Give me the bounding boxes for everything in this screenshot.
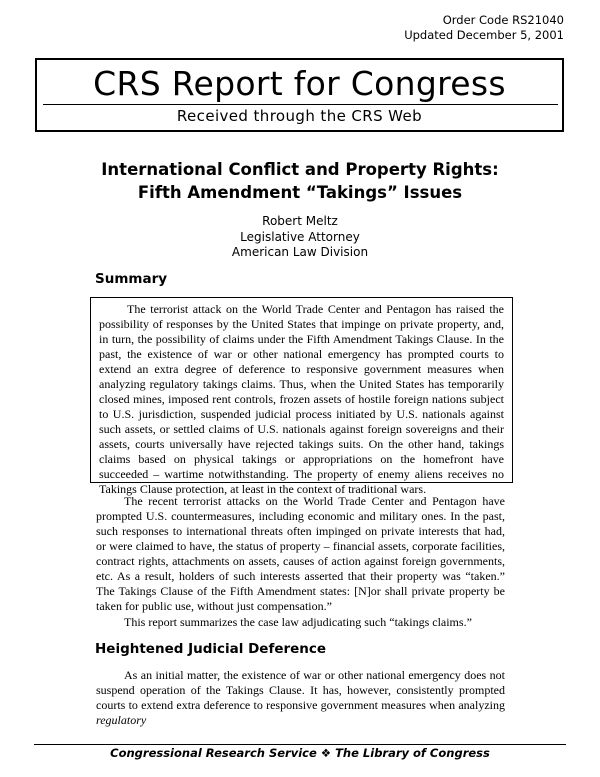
summary-text: The terrorist attack on the World Trade Center and Pentagon has raised the possibility of responses by the United States that impinge on private property, and, in turn, the possibility of claims under the Fifth Amendment Takings Clause. In the past, the existence of war or other national emergency has prompted courts to extend an extra degree of deference to responsive government measures when analyzing regulatory takings claims. Thus, when the United States has temporarily closed mines, imposed rent controls, frozen assets of hostile foreign nations subject to U.S. jurisdiction, suspended judicial process initiated by U.S. nationals against such assets, or settled claims of U.S. nationals against foreign sovereigns and their assets, courts universally have rejected takings suits. On the other hand, takings claims based on physical takings or appropriations on the homefront have succeeded – wartime notwithstanding. The property of enemy aliens receives no Takings Clause protection, at least in the context of traditional wars. xyxy=(99,302,504,496)
summary-box xyxy=(90,297,513,496)
document-title xyxy=(60,158,540,204)
paragraph-text: This report summarizes the case law adjudicating such “takings claims.” xyxy=(124,615,472,629)
title-line-2: Fifth Amendment “Takings” Issues xyxy=(137,183,463,202)
order-code: Order Code RS21040 xyxy=(442,13,564,27)
body-paragraph-2 xyxy=(96,615,505,630)
author-name: Robert Meltz xyxy=(262,214,338,228)
author-block xyxy=(100,214,500,261)
footer-divider xyxy=(34,744,566,745)
title-line-1: International Conflict and Property Rights: xyxy=(101,160,499,179)
paragraph-italic-text: regulatory xyxy=(96,713,147,727)
body-paragraph-1 xyxy=(96,494,505,614)
banner-subtitle: Received through the CRS Web xyxy=(176,107,423,125)
updated-date: Updated December 5, 2001 xyxy=(404,28,564,42)
summary-heading: Summary xyxy=(95,271,168,287)
banner-title: CRS Report for Congress xyxy=(93,64,506,103)
banner-divider xyxy=(43,104,558,105)
author-division: American Law Division xyxy=(231,245,369,259)
paragraph-main-text: As an initial matter, the existence of war or other national emergency does not suspend operation of the Takings Clause. It has, however, consistently prompted courts to extend extra deference to responsive government measures when analyzing xyxy=(96,668,505,712)
footer-text: Congressional Research Service ❖ The Library of Congress xyxy=(110,746,490,760)
section-heading: Heightened Judicial Deference xyxy=(95,641,327,657)
crs-banner xyxy=(35,58,564,132)
paragraph-text: The recent terrorist attacks on the World Trade Center and Pentagon have prompted U.S. countermeasures, including economic and military ones. In the past, such responses to international threats often impinged on private interests that had, or were claimed to have, the status of property – financial assets, corporate facilities, contract rights, attachments on assets, causes of action against foreign governments, etc. As a result, holders of such interests asserted that their property was “taken.” The Takings Clause of the Fifth Amendment states: [N]or shall private property be taken for public use, without just compensation.” xyxy=(96,494,505,613)
author-title: Legislative Attorney xyxy=(240,229,360,244)
order-info xyxy=(404,13,564,43)
paragraph-text xyxy=(96,668,505,728)
body-paragraph-3 xyxy=(96,668,505,728)
